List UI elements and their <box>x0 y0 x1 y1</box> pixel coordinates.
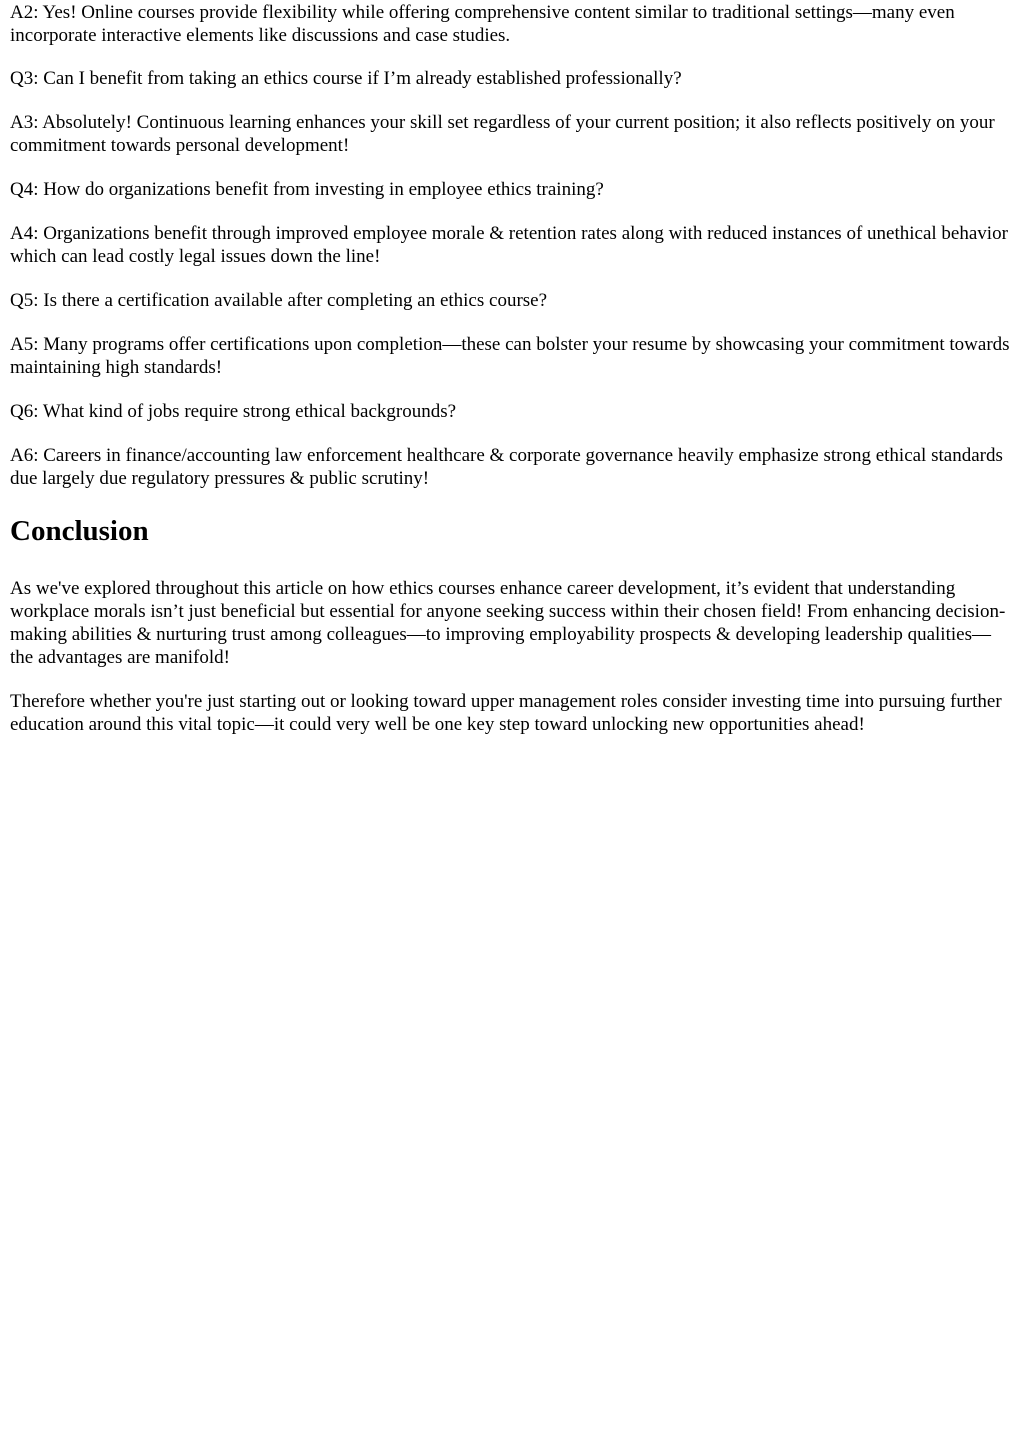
faq-answer-4: A4: Organizations benefit through improved employee morale & retention rates along with reduced instances of unethical behavior which can lead costly legal issues down the line! <box>10 223 1008 267</box>
faq-answer-3: A3: Absolutely! Continuous learning enhances your skill set regardless of your current position; it also reflects positively on your commitment towards personal development! <box>10 112 995 156</box>
conclusion-paragraph: Therefore whether you're just starting out or looking toward upper management roles consider investing time into pursuing further education around this vital topic—it could very well be one key step toward unlocking new opportunities ahead! <box>10 691 1002 735</box>
faq-question-4: Q4: How do organizations benefit from investing in employee ethics training? <box>10 179 604 200</box>
faq-answer-6: A6: Careers in finance/accounting law enforcement healthcare & corporate governance heavily emphasize strong ethical standards due largely due regulatory pressures & public scrutiny! <box>10 445 1003 489</box>
faq-answer-2: A2: Yes! Online courses provide flexibility while offering comprehensive content similar to traditional settings—many even incorporate interactive elements like discussions and case studies. <box>10 2 955 46</box>
faq-answer-5: A5: Many programs offer certifications upon completion—these can bolster your resume by showcasing your commitment towards maintaining high standards! <box>10 334 1010 378</box>
faq-question-6: Q6: What kind of jobs require strong ethical backgrounds? <box>10 401 457 422</box>
faq-question-5: Q5: Is there a certification available after completing an ethics course? <box>10 290 548 311</box>
faq-question-3: Q3: Can I benefit from taking an ethics course if I’m already established professionally? <box>10 68 682 89</box>
conclusion-heading: Conclusion <box>10 515 149 547</box>
conclusion-paragraph: As we've explored throughout this article on how ethics courses enhance career development, it’s evident that understanding workplace morals isn’t just beneficial but essential for anyone seeking success within their chosen field! From enhancing decision-making abilities & nurturing trust among colleagues—to improving employability prospects & developing leadership qualities—the advantages are manifold! <box>10 578 1006 668</box>
